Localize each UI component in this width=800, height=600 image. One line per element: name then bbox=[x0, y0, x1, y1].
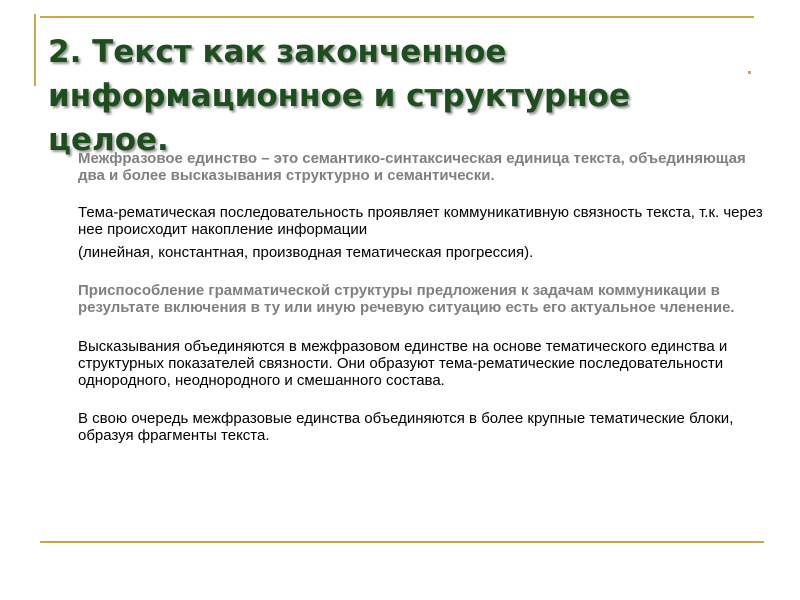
paragraph-thematic-blocks: В свою очередь межфразовые единства объединяются в более крупные тематические блоки, образуя фрагменты текста. bbox=[78, 410, 734, 444]
paragraph-definition: Межфразовое единство – это семантико-синтаксическая единица текста, объединяющая два и более высказывания структурно и семантически. bbox=[78, 150, 746, 184]
paragraph-theme-rheme: Тема-рематическая последовательность проявляет коммуникативную связность текста, т.к. через нее происходит накопление информации bbox=[78, 204, 763, 238]
bottom-decor-line bbox=[40, 541, 764, 543]
paragraph-cohesion: Высказывания объединяются в межфразовом единстве на основе тематического единства и структурных показателей связности. Они образуют тема-рематические последовательности однородного, неоднородного и смешанного состава. bbox=[78, 338, 728, 389]
slide-title: 2. Текст как законченное информационное и структурное целое. bbox=[48, 34, 630, 158]
slide-body bbox=[78, 150, 768, 444]
paragraph-actual-division: Приспособление грамматической структуры предложения к задачам коммуникации в результате включения в ту или иную речевую ситуацию есть его актуальное членение. bbox=[78, 282, 735, 316]
decor-dot bbox=[748, 71, 751, 74]
top-decor-line bbox=[40, 16, 754, 18]
paragraph-progression-types: (линейная, константная, производная тематическая прогрессия). bbox=[78, 244, 534, 261]
left-decor-line bbox=[34, 14, 36, 86]
